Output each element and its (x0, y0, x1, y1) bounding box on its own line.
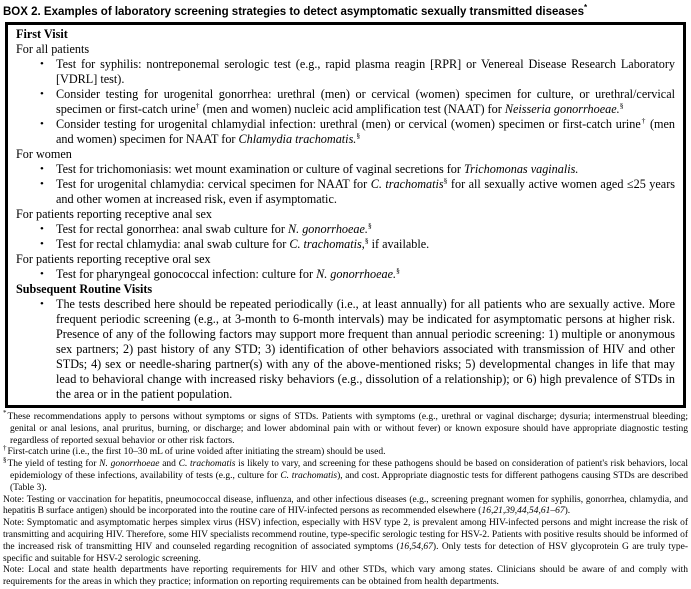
list-item-text (56, 267, 400, 281)
screening-box (5, 22, 686, 408)
section-heading: For patients reporting receptive oral sex (16, 252, 211, 266)
list-item (16, 177, 675, 207)
text-run: The yield of testing for (7, 459, 100, 470)
section-heading: For patients reporting receptive anal sex (16, 207, 212, 221)
bullet-icon: • (40, 268, 44, 280)
section-heading: For women (16, 147, 72, 161)
footnote-text (3, 518, 688, 563)
text-run: Trichomonas vaginalis. (464, 162, 579, 176)
list-item-text (56, 237, 429, 251)
text-run: The tests described here should be repeated periodically (i.e., at least annually) for all patients who are sexually active. More frequent periodic screening (e.g., at 3-month to 6-month intervals) may be indicated for asymptomatic persons at higher risk. Presence of any of the following factors may support more frequent than annual periodic screening: 1) multiple or anonymous sex partners; 2) past history of any STD; 3) identification of other behaviors associated with transmission of HIV and other STDs; 4) sex or needle-sharing partner(s) with any of the above-mentioned risks; 5) developmental changes in life that may lead to behavioral change with increased risky behaviors (e.g., dissolution of a relationship); or 6) high prevalence of STDs in the area or in the patient population. (56, 297, 675, 401)
list-item-text (56, 162, 578, 176)
text-run: ). Only tests for detection of HSV glycoprotein G are truly type-specific and suitable for HSV-2 serologic screening. (3, 541, 688, 564)
text-run: C. trachomatis (178, 459, 236, 470)
text-run: These recommendations apply to persons without symptoms or signs of STDs. Patients with symptoms (e.g., urethral or vaginal discharge; dysuria; intermenstrual bleeding; genital or anal lesions, anal pruritus, burning, or discharge; and lower abdominal pain with or without fever) or known exposure should have appropriate diagnostic testing regardless of reported sexual behavior or other risk factors. (7, 412, 688, 446)
bullet-icon: • (40, 178, 44, 190)
text-run: Test for syphilis: nontreponemal serologic test (e.g., rapid plasma reagin [RPR] or Venereal Disease Research Laboratory [VDRL] test). (56, 57, 675, 86)
text-run: Note: Symptomatic and asymptomatic herpes simplex virus (HSV) infection, especially with HSV type 2, is prevalent among HIV-infected persons and might increase the risk of transmitting and acquiring HIV. Therefore, some HIV specialists recommend routine, type-specific serologic testing for HSV-2. Patients with positive results should be informed of the increased risk of transmitting HIV and counseled regarding recognition of associated symptoms ( (3, 518, 688, 552)
text-run: N. gonorrhoeae. (316, 267, 397, 281)
bullet-icon: • (40, 238, 44, 250)
text-run: C. trachomatis (370, 177, 444, 191)
text-run: ). (564, 506, 571, 517)
text-run: Test for rectal gonorrhea: anal swab culture for (56, 222, 288, 236)
footnote-text (3, 495, 688, 517)
bullet-icon: • (40, 163, 44, 175)
text-run: † (640, 115, 647, 125)
footnote-note (3, 495, 688, 519)
text-run: Chlamydia trachomatis. (238, 132, 357, 146)
text-run: Test for pharyngeal gonococcal infection: culture for (56, 267, 317, 281)
bullet-icon: • (40, 88, 44, 100)
text-run: First-catch urine (i.e., the first 10–30 mL of urine voided after initiating the stream) should be used. (7, 447, 386, 458)
bullet-icon: • (40, 58, 44, 70)
text-run: Consider testing for urogenital gonorrhea: urethral (men) or cervical (women) specimen for culture, or urethral/cervical specimen or first-catch urine (56, 87, 675, 116)
text-run: Note: Local and state health departments have reporting requirements for HIV and other STDs, which vary among states. Clinicians should be aware of and comply with requirements for the areas in which they practice; information on reporting requirements can be obtained from health departments. (3, 565, 688, 588)
text-run: Consider testing for urogenital chlamydial infection: urethral (men) or cervical (women) specimen or first-catch urine (56, 117, 641, 131)
text-run: (men and women) specimen for NAAT for (56, 117, 675, 146)
bullet-icon: • (40, 223, 44, 235)
box-title-footnote-marker: * (583, 3, 588, 13)
text-run: N. gonorrhoeae (99, 459, 160, 470)
footnotes (3, 408, 688, 589)
footnote-note (3, 565, 688, 589)
list-item (16, 237, 675, 252)
text-run: C. trachomatis (280, 470, 338, 481)
text-run: 16,54,67 (399, 541, 433, 552)
footnote-marker: † (3, 444, 7, 453)
list-item (16, 222, 675, 237)
list-item-text (56, 117, 675, 146)
footnote-marker: § (3, 456, 7, 465)
section-heading: First Visit (16, 27, 68, 41)
footnote-text (3, 565, 688, 587)
text-run: Test for urogenital chlamydia: cervical specimen for NAAT for (56, 177, 371, 191)
list-item-text (56, 297, 675, 401)
section-heading: For all patients (16, 42, 90, 56)
list-item (16, 87, 675, 117)
list-item-text (56, 177, 675, 206)
text-run: for all sexually active women aged ≤25 years and other women at increased risk, even if asymptomatic. (56, 177, 676, 206)
footnote-marker: * (3, 408, 7, 417)
text-run: and (159, 459, 179, 470)
box-title-text: BOX 2. Examples of laboratory screening strategies to detect asymptomatic sexually transmitted diseases (3, 6, 584, 18)
text-run: Neisseria gonorrhoeae. (504, 102, 620, 116)
box-title (3, 5, 688, 19)
text-run: 16,21,39,44,54,61–67 (481, 506, 565, 517)
list-item (16, 267, 675, 282)
text-run: § (364, 235, 369, 245)
footnote (3, 408, 688, 447)
list-item-text (56, 57, 675, 86)
text-run: C. trachomatis, (289, 237, 365, 251)
list-item-text (56, 222, 372, 236)
text-run: if available. (368, 237, 430, 251)
bullet-icon: • (40, 298, 44, 310)
footnote (3, 444, 688, 459)
list-item (16, 57, 675, 87)
bullet-icon: • (40, 118, 44, 130)
text-run: Note: Testing or vaccination for hepatitis, pneumococcal disease, influenza, and other infectious diseases (e.g., screening pregnant women for syphilis, gonorrhea, chlamydia, and hepatitis B surface antigen) should be incorporated into the routine care of HIV-infected persons as recommended elsewhere ( (3, 494, 688, 517)
text-run: Test for rectal chlamydia: anal swab culture for (56, 237, 290, 251)
footnote-note (3, 518, 688, 565)
footnote-text (8, 412, 689, 446)
text-run: § (396, 265, 400, 275)
box-sections (16, 27, 675, 402)
list-item (16, 162, 675, 177)
text-run: (men and women) nucleic acid amplification test (NAAT) for (199, 102, 505, 116)
footnote-text (8, 447, 386, 457)
list-item (16, 117, 675, 147)
text-run: † (195, 100, 200, 110)
text-run: § (619, 100, 624, 110)
list-item-text (56, 87, 675, 116)
text-run: § (356, 130, 361, 140)
text-run: is likely to vary, and screening for these pathogens should be based on consideration of patient's risk behaviors, local epidemiology of these infections, availability of tests (e.g., culture for (10, 459, 688, 481)
text-run: ), and cost. Appropriate diagnostic tests for different pathogens causing STDs are described (Table 3). (10, 470, 688, 493)
list-item (16, 297, 675, 402)
section-heading: Subsequent Routine Visits (16, 282, 153, 296)
footnote (3, 456, 688, 494)
text-run: Test for trichomoniasis: wet mount examination or culture of vaginal secretions for (56, 162, 464, 176)
text-run: § (367, 220, 372, 230)
text-run: § (443, 175, 448, 185)
footnote-text (8, 459, 689, 493)
text-run: N. gonorrhoeae. (287, 222, 368, 236)
